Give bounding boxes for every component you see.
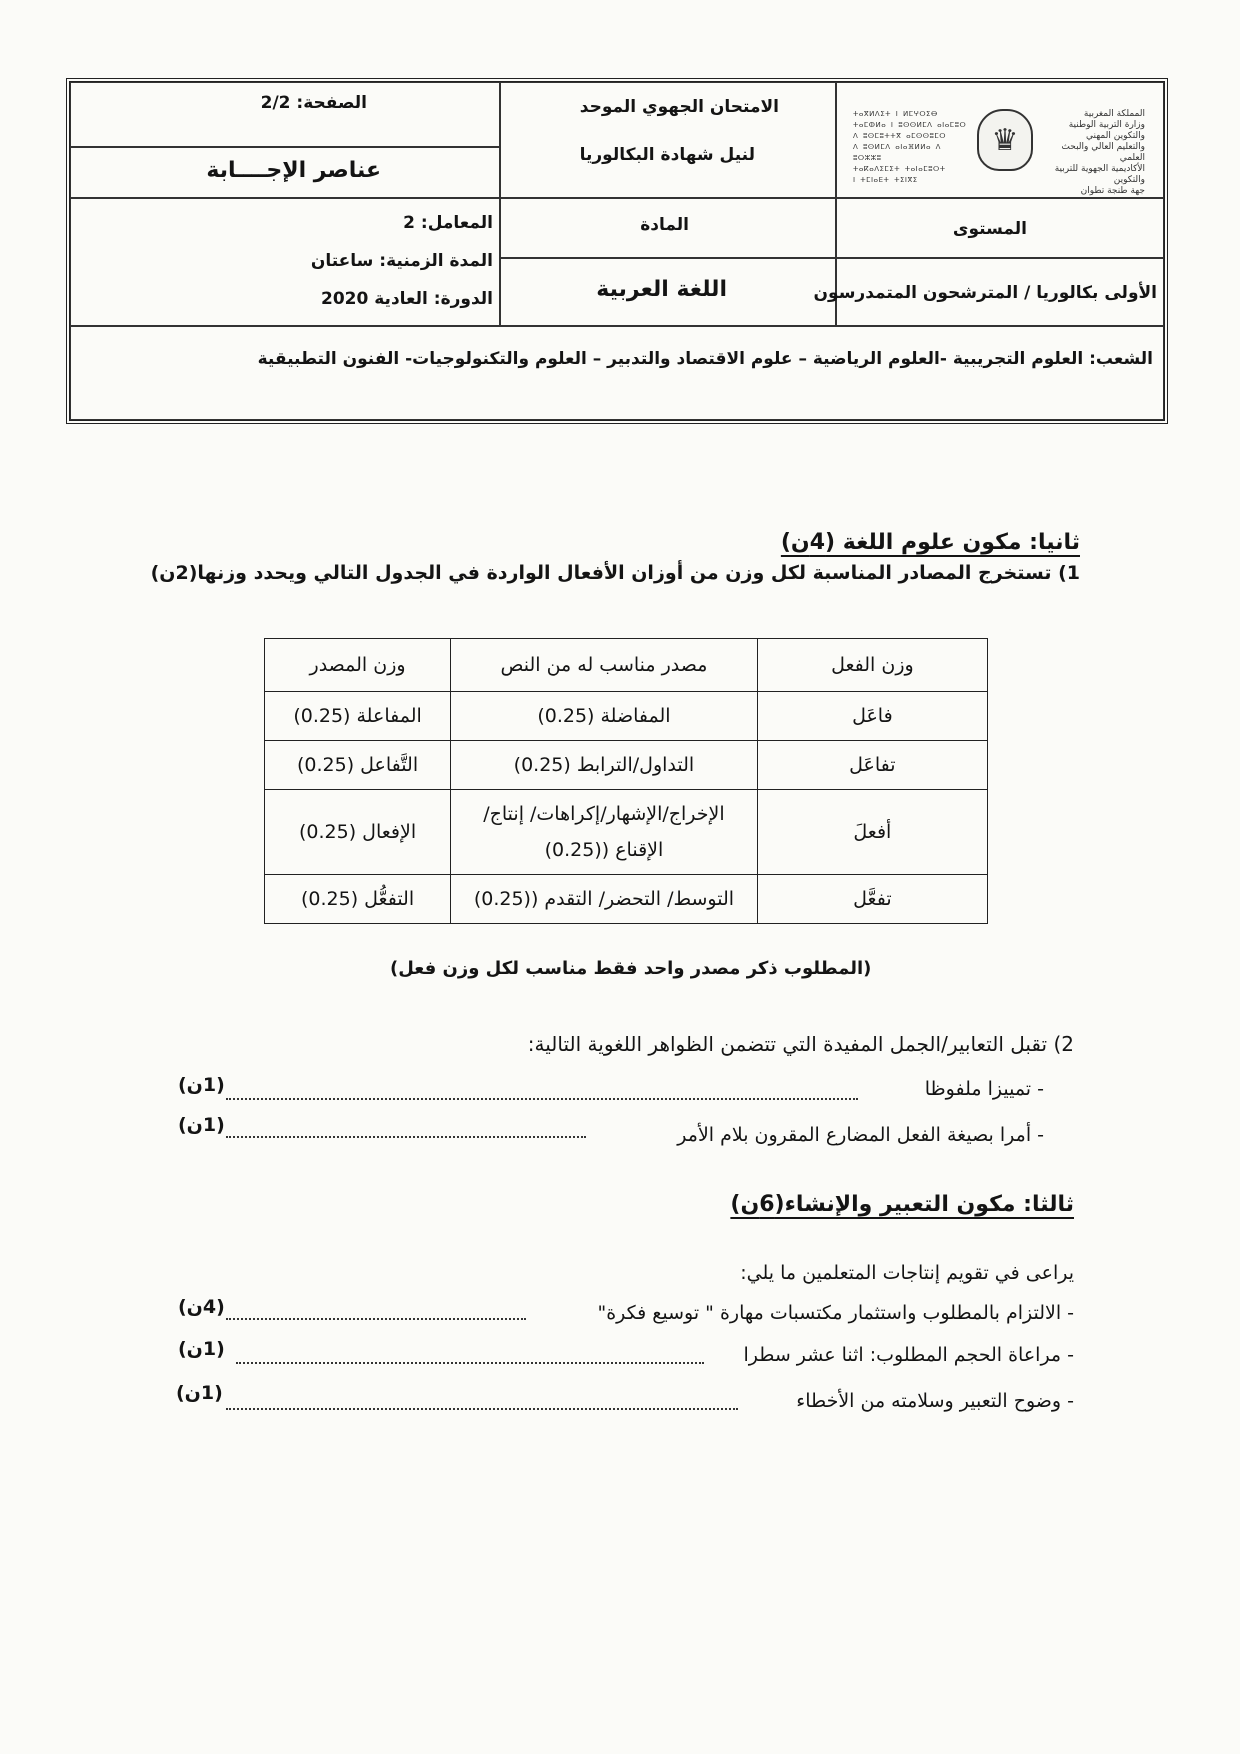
points-label: (4ن) bbox=[178, 1296, 225, 1318]
answers-table bbox=[264, 638, 988, 924]
level-label-cell bbox=[836, 198, 1164, 258]
ministry-line: جهة طنجة تطوان bbox=[1080, 186, 1145, 196]
level-label: المستوى bbox=[952, 219, 1027, 239]
source-weight-cell: التفعُّل (0.25) bbox=[265, 875, 451, 924]
section-2-title: ثانيا: مكون علوم اللغة (4ن) bbox=[780, 530, 1080, 555]
coefficient: المعامل: 2 bbox=[403, 213, 493, 233]
points-label: (1ن) bbox=[176, 1382, 223, 1404]
question-1: 1) تستخرج المصادر المناسبة لكل وزن من أوزان الأفعال الواردة في الجدول التالي ويحدد وزنها(2ن) bbox=[150, 562, 1080, 584]
verb-weight-cell: تفاعَل bbox=[757, 741, 987, 790]
session: الدورة: العادية 2020 bbox=[321, 289, 493, 309]
level-value: الأولى بكالوريا / المترشحون المتمدرسون bbox=[813, 283, 1157, 303]
answer-title: عناصر الإجــــابة bbox=[206, 158, 381, 183]
answer-dotted-line bbox=[226, 1318, 526, 1320]
criterion-item: - وضوح التعبير وسلامته من الأخطاء bbox=[796, 1390, 1074, 1412]
exam-header bbox=[66, 78, 1168, 424]
ministry-line: الأكاديمية الجهوية للتربية والتكوين bbox=[1054, 164, 1145, 185]
header-verb-weight: وزن الفعل bbox=[757, 639, 987, 692]
source-cell: الإخراج/الإشهار/إكراهات/ إنتاج/ الإقناع ((0.25) bbox=[451, 790, 758, 875]
verb-weight-cell: تفعَّل bbox=[757, 875, 987, 924]
criterion-item: - مراعاة الحجم المطلوب: اثنا عشر سطرا bbox=[743, 1344, 1074, 1366]
answer-dotted-line bbox=[226, 1408, 738, 1410]
ministry-logo bbox=[837, 83, 1165, 199]
subject-label: المادة bbox=[640, 215, 689, 235]
tifinagh-line: ⴷ ⵓⵙⵍⵎⴷ ⴰⵏⴰⴼⵍⵍⴰ ⴷ ⵓⵔⵣⵣⵓ bbox=[853, 143, 941, 162]
criterion-item: - الالتزام بالمطلوب واستثمار مكتسبات مهارة " توسيع فكرة" bbox=[597, 1302, 1074, 1324]
level-value-cell bbox=[813, 258, 1164, 326]
points-label: (1ن) bbox=[178, 1074, 225, 1096]
points-label: (1ن) bbox=[178, 1338, 225, 1360]
page-info-cell bbox=[70, 82, 500, 147]
table-row bbox=[265, 790, 988, 875]
answer-dotted-line bbox=[226, 1098, 858, 1100]
criterion-item: - تمييزا ملفوظا bbox=[924, 1078, 1044, 1100]
duration: المدة الزمنية: ساعتان bbox=[310, 251, 493, 271]
table-note: (المطلوب ذكر مصدر واحد فقط مناسب لكل وزن فعل) bbox=[390, 958, 872, 979]
exam-name: الامتحان الجهوي الموحد bbox=[579, 97, 779, 117]
tifinagh-line: ⵏ ⵜⵎⵏⴰⴹⵜ ⵜⵉⵏⴳⵉ bbox=[853, 176, 918, 184]
section-3-intro: يراعى في تقويم إنتاجات المتعلمين ما يلي: bbox=[740, 1262, 1074, 1284]
logo-cell bbox=[836, 82, 1164, 198]
subject-label-cell bbox=[500, 198, 836, 258]
section-3-title: ثالثا: مكون التعبير والإنشاء(6ن) bbox=[730, 1192, 1074, 1217]
criterion-item: - أمرا بصيغة الفعل المضارع المقرون بلام الأمر bbox=[677, 1124, 1044, 1146]
exam-purpose: لنيل شهادة البكالوريا bbox=[579, 145, 755, 165]
subject-value-cell bbox=[500, 258, 836, 326]
exam-name-cell bbox=[500, 82, 836, 198]
verb-weight-cell: أفعلَ bbox=[757, 790, 987, 875]
ministry-line: والتعليم العالي والبحث العلمي bbox=[1061, 142, 1145, 163]
tifinagh-line: ⵜⴰⴳⵍⴷⵉⵜ ⵏ ⵍⵎⵖⵔⵉⴱ bbox=[853, 110, 938, 118]
ministry-line: المملكة المغربية bbox=[1083, 109, 1145, 119]
verb-weight-cell: فاعَل bbox=[757, 692, 987, 741]
streams-cell bbox=[70, 326, 1164, 420]
source-weight-cell: التَّفاعل (0.25) bbox=[265, 741, 451, 790]
source-weight-cell: المفاعلة (0.25) bbox=[265, 692, 451, 741]
streams: الشعب: العلوم التجريبية -العلوم الرياضية – علوم الاقتصاد والتدبير – العلوم والتكنولوجيات- الفنون التطبيقية bbox=[257, 349, 1153, 369]
ministry-line: وزارة التربية الوطنية bbox=[1068, 120, 1145, 130]
question-2: 2) تقبل التعابير/الجمل المفيدة التي تتضمن الظواهر اللغوية التالية: bbox=[527, 1032, 1074, 1056]
source-cell: التداول/الترابط (0.25) bbox=[451, 741, 758, 790]
source-weight-cell: الإفعال (0.25) bbox=[265, 790, 451, 875]
table-row bbox=[265, 741, 988, 790]
tifinagh-line: ⴷ ⵓⵙⵎⵓⵜⵜⴳ ⴰⵎⵙⵙⵓⵎⵔ bbox=[853, 132, 946, 140]
page-number: الصفحة: 2/2 bbox=[260, 93, 367, 113]
table-header-row bbox=[265, 639, 988, 692]
table-row bbox=[265, 692, 988, 741]
tifinagh-line: ⵜⴰⴽⴰⴷⵉⵎⵉⵜ ⵜⴰⵏⴰⵎⵓⵔⵜ bbox=[853, 165, 946, 173]
source-cell: المفاضلة (0.25) bbox=[451, 692, 758, 741]
coat-of-arms-icon: ♛ bbox=[977, 109, 1033, 171]
header-source: مصدر مناسب له من النص bbox=[451, 639, 758, 692]
table-row bbox=[265, 875, 988, 924]
exam-details-cell bbox=[70, 198, 500, 326]
subject-value: اللغة العربية bbox=[596, 277, 727, 302]
source-cell: التوسط/ التحضر/ التقدم ((0.25) bbox=[451, 875, 758, 924]
ministry-name bbox=[1035, 109, 1145, 197]
tifinagh-line: ⵜⴰⵎⵀⵍⴰ ⵏ ⵓⵙⵙⵍⵎⴷ ⴰⵏⴰⵎⵓⵔ bbox=[853, 121, 967, 129]
points-label: (1ن) bbox=[178, 1114, 225, 1136]
tifinagh-text bbox=[853, 109, 969, 186]
answer-title-cell bbox=[70, 147, 500, 198]
answer-dotted-line bbox=[236, 1362, 704, 1364]
header-source-weight: وزن المصدر bbox=[265, 639, 451, 692]
answer-dotted-line bbox=[226, 1136, 586, 1138]
ministry-line: والتكوين المهني bbox=[1086, 131, 1145, 141]
